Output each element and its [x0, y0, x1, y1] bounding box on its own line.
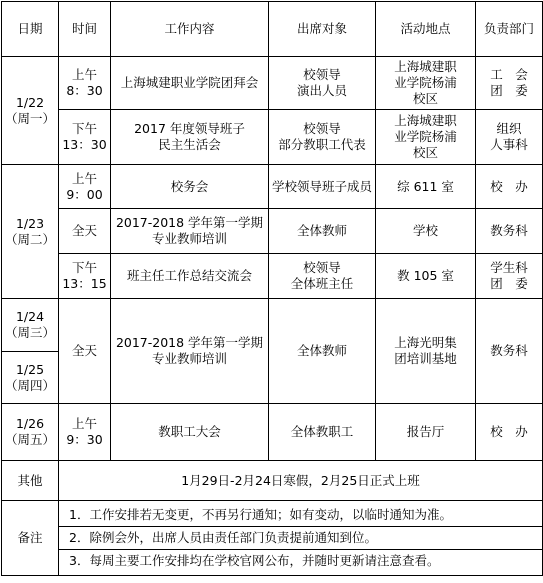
date-cell: 1/24 （周三）	[2, 299, 59, 352]
notes-label: 备注	[2, 501, 59, 576]
table-row	[2, 57, 543, 110]
dept-cell: 校 办	[476, 404, 543, 461]
attendees-cell: 全体教师	[269, 299, 376, 404]
location-cell: 上海光明集 团培训基地	[376, 299, 476, 404]
location-cell: 学校	[376, 209, 476, 254]
time-cell: 下午 13：15	[59, 254, 111, 299]
content-cell: 教职工大会	[111, 404, 269, 461]
time-cell: 下午 13：30	[59, 110, 111, 165]
location-cell: 综 611 室	[376, 165, 476, 209]
attendees-cell: 学校领导班子成员	[269, 165, 376, 209]
dept-cell: 学生科 团 委	[476, 254, 543, 299]
header-dept: 负责部门	[476, 2, 543, 57]
attendees-cell: 校领导 部分教职工代表	[269, 110, 376, 165]
header-content: 工作内容	[111, 2, 269, 57]
content-cell: 班主任工作总结交流会	[111, 254, 269, 299]
content-cell: 2017-2018 学年第一学期 专业教师培训	[111, 299, 269, 404]
content-cell: 校务会	[111, 165, 269, 209]
table-row	[2, 254, 543, 299]
attendees-cell: 校领导 演出人员	[269, 57, 376, 110]
date-cell: 1/25 （周四）	[2, 352, 59, 404]
notes-cell	[59, 501, 543, 576]
table-row	[2, 165, 543, 209]
attendees-cell: 全体教师	[269, 209, 376, 254]
header-date: 日期	[2, 2, 59, 57]
note-item: 3．每周主要工作安排均在学校官网公布，并随时更新请注意查看。	[69, 553, 440, 568]
location-cell: 上海城建职 业学院杨浦 校区	[376, 57, 476, 110]
time-cell: 全天	[59, 209, 111, 254]
attendees-cell: 校领导 全体班主任	[269, 254, 376, 299]
date-cell: 1/22 （周一）	[2, 57, 59, 165]
location-cell: 报告厅	[376, 404, 476, 461]
header-location: 活动地点	[376, 2, 476, 57]
dept-cell: 教务科	[476, 209, 543, 254]
table-row	[2, 299, 543, 352]
dept-cell: 校 办	[476, 165, 543, 209]
header-attendees: 出席对象	[269, 2, 376, 57]
dept-cell: 工 会 团 委	[476, 57, 543, 110]
notes-row	[2, 501, 543, 576]
location-cell: 教 105 室	[376, 254, 476, 299]
header-time: 时间	[59, 2, 111, 57]
attendees-cell: 全体教职工	[269, 404, 376, 461]
content-cell: 2017-2018 学年第一学期 专业教师培训	[111, 209, 269, 254]
table-header-row	[2, 2, 543, 57]
table-row	[2, 404, 543, 461]
time-cell: 上午 9：30	[59, 404, 111, 461]
location-cell: 上海城建职 业学院杨浦 校区	[376, 110, 476, 165]
schedule-table	[1, 1, 543, 576]
dept-cell: 组织 人事科	[476, 110, 543, 165]
other-label: 其他	[2, 461, 59, 501]
date-cell: 1/23 （周二）	[2, 165, 59, 299]
dept-cell: 教务科	[476, 299, 543, 404]
time-cell: 上午 9：00	[59, 165, 111, 209]
note-item: 2．除例会外，出席人员由责任部门负责提前通知到位。	[59, 527, 542, 550]
other-text: 1月29日-2月24日寒假，2月25日正式上班	[59, 461, 543, 501]
content-cell: 2017 年度领导班子 民主生活会	[111, 110, 269, 165]
time-cell: 上午 8：30	[59, 57, 111, 110]
date-cell: 1/26 （周五）	[2, 404, 59, 461]
table-row	[2, 110, 543, 165]
note-item: 1．工作安排若无变更，不再另行通知；如有变动，以临时通知为准。	[59, 504, 542, 527]
table-row	[2, 209, 543, 254]
other-row	[2, 461, 543, 501]
time-cell: 全天	[59, 299, 111, 404]
content-cell: 上海城建职业学院团拜会	[111, 57, 269, 110]
